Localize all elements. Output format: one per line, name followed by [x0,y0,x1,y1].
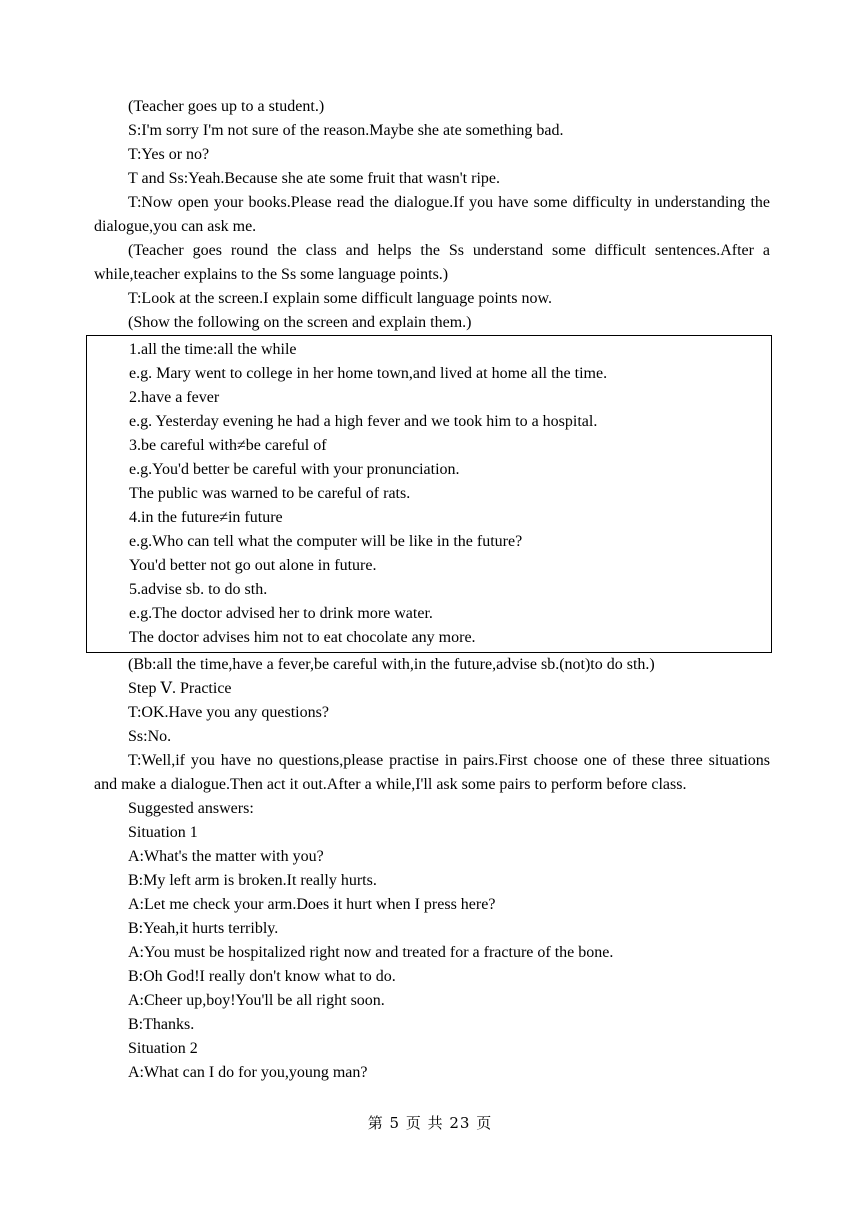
paragraph-teacher-goes-round: (Teacher goes round the class and helps the Ss understand some difficult sentences.After a while,teacher explains to the Ss some language points.) [94,242,770,283]
box-line: The doctor advises him not to eat chocolate any more. [129,629,476,646]
box-line: You'd better not go out alone in future. [129,557,377,574]
text-line: T:Look at the screen.I explain some difficult language points now. [128,290,552,307]
box-line: e.g.Who can tell what the computer will be like in the future? [129,533,523,550]
text-line: Ss:No. [128,728,172,745]
box-line: 2.have a fever [129,389,220,406]
document-body [94,95,770,1085]
box-line: 1.all the time:all the while [129,341,297,358]
dialogue-line: B:Yeah,it hurts terribly. [128,920,279,937]
blackboard-line: (Bb:all the time,have a fever,be careful with,in the future,advise sb.(not)to do sth.) [128,656,655,673]
box-line: 5.advise sb. to do sth. [129,581,268,598]
dialogue-line: A:Let me check your arm.Does it hurt when I press here? [128,896,496,913]
paragraph-open-books: T:Now open your books.Please read the dialogue.If you have some difficulty in understanding the dialogue,you can ask me. [94,194,770,235]
page-footer: 第 5 页 共 23 页 [367,1114,493,1132]
text-line: T:Yes or no? [128,146,210,163]
language-points-box [86,335,772,653]
dialogue-line: B:My left arm is broken.It really hurts. [128,872,377,889]
situation-heading: Situation 1 [128,824,198,841]
box-line: e.g.You'd better be careful with your pronunciation. [129,461,460,478]
dialogue-line: A:You must be hospitalized right now and treated for a fracture of the bone. [128,944,614,961]
box-line: 3.be careful with≠be careful of [129,437,327,454]
box-line: e.g. Mary went to college in her home town,and lived at home all the time. [129,365,608,382]
situation-heading: Situation 2 [128,1040,198,1057]
text-line: T:OK.Have you any questions? [128,704,329,721]
dialogue-line: B:Oh God!I really don't know what to do. [128,968,396,985]
box-line: e.g.The doctor advised her to drink more water. [129,605,433,622]
dialogue-line: A:What can I do for you,young man? [128,1064,368,1081]
dialogue-line: A:Cheer up,boy!You'll be all right soon. [128,992,385,1009]
dialogue-line: B:Thanks. [128,1016,195,1033]
text-line: (Show the following on the screen and explain them.) [128,314,472,331]
box-line: 4.in the future≠in future [129,509,283,526]
text-line: T and Ss:Yeah.Because she ate some fruit that wasn't ripe. [128,170,500,187]
text-line: Suggested answers: [128,800,254,817]
paragraph-practise-in-pairs: T:Well,if you have no questions,please practise in pairs.First choose one of these three situations and make a dialogue.Then act it out.After a while,I'll ask some pairs to perform before class. [94,752,770,793]
dialogue-line: A:What's the matter with you? [128,848,324,865]
text-line: S:I'm sorry I'm not sure of the reason.Maybe she ate something bad. [128,122,564,139]
text-line: (Teacher goes up to a student.) [128,98,325,115]
step-heading: Step Ⅴ. Practice [128,680,232,697]
box-line: The public was warned to be careful of rats. [129,485,411,502]
box-line: e.g. Yesterday evening he had a high fever and we took him to a hospital. [129,413,598,430]
